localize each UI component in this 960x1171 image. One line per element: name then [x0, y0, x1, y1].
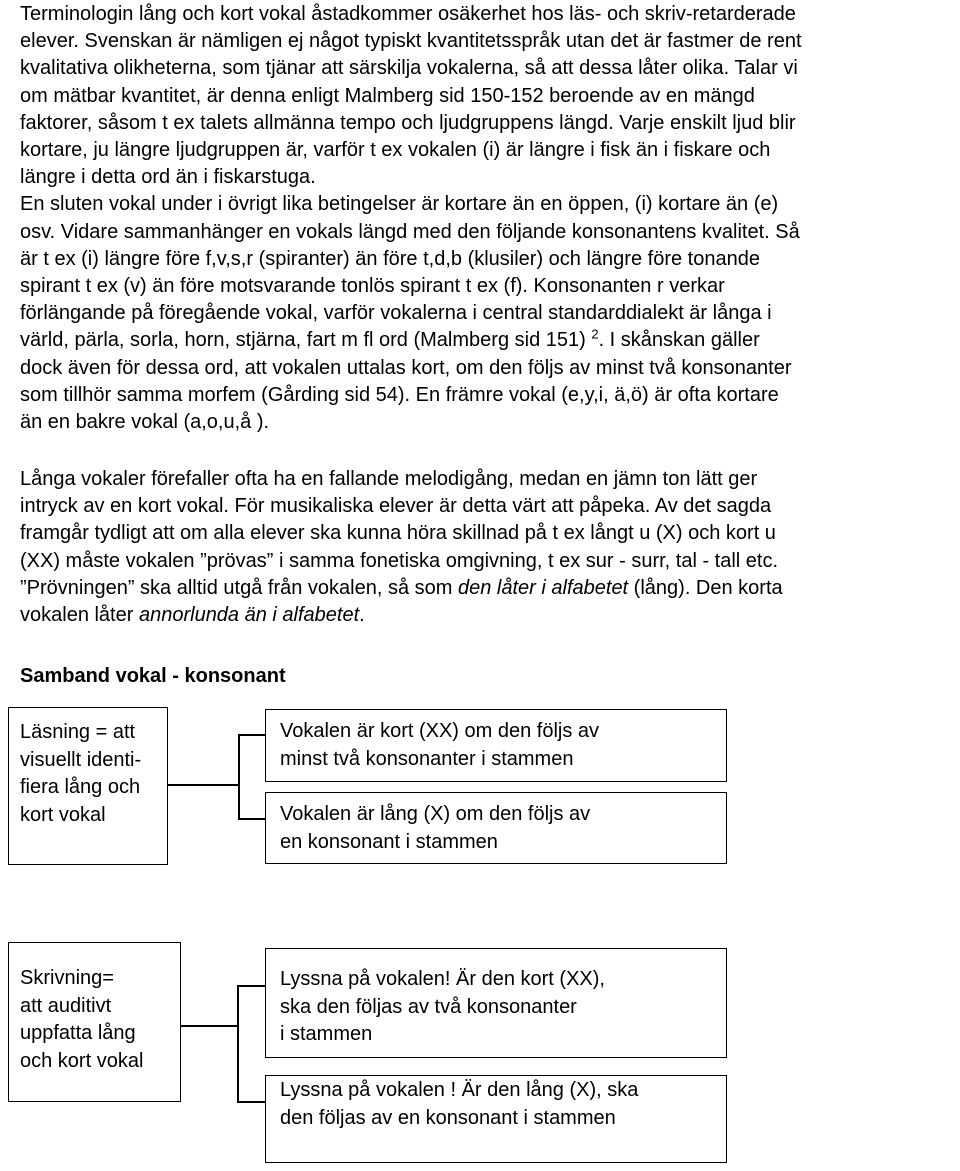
text-line: Långa vokaler förefaller ofta ha en fallande melodigång, medan en jämn ton lätt ger — [20, 468, 758, 490]
text-fragment: . I skånskan gäller — [598, 329, 760, 352]
box-text-line: Lyssna på vokalen ! Är den lång (X), ska — [280, 1079, 639, 1101]
text-fragment: värld, pärla, sorla, horn, stjärna, fart m fl ord (Malmberg sid 151) — [20, 329, 592, 352]
text-line: kvalitativa olikheterna, som tjänar att särskilja vokalerna, så att dessa låter olika. Talar vi — [20, 57, 798, 80]
text-fragment: ”Prövningen” ska alltid utgå från vokalen, så som — [20, 576, 458, 599]
box-text-line: i stammen — [280, 1023, 373, 1045]
connector-line — [238, 818, 266, 820]
text-line: spirant t ex (v) än före motsvarande tonlös spirant t ex (f). Konsonanten r verkar — [20, 275, 725, 298]
box-text-line: ska den följas av två konsonanter — [280, 995, 577, 1018]
connector-line — [237, 985, 239, 1102]
text-line — [20, 327, 950, 354]
box-text-line: Skrivning= — [20, 967, 114, 989]
box-text-line: visuellt identi- — [20, 748, 142, 771]
diagram2-right-top-box — [265, 948, 727, 1058]
box-text-line: Lyssna på vokalen! Är den kort (XX), — [280, 968, 605, 990]
text-line — [20, 602, 950, 629]
box-text-line: kort vokal — [20, 803, 106, 826]
connector-line — [237, 985, 266, 987]
paragraph-vowel-length — [20, 1, 950, 436]
box-text-line: att auditivt — [20, 994, 112, 1017]
text-fragment: (lång). Den korta — [628, 576, 783, 599]
box-text-line: den följas av en konsonant i stammen — [280, 1106, 616, 1129]
text-line: faktorer, såsom t ex talets allmänna tempo och ljudgruppens längd. Varje enskilt ljud blir — [20, 111, 796, 134]
text-line: elever. Svenskan är nämligen ej något typiskt kvantitetsspråk utan det är fastmer de rent — [20, 30, 802, 53]
text-line: som tillhör samma morfem (Gårding sid 54). En främre vokal (e,y,i, ä,ö) är ofta kortare — [20, 383, 779, 406]
diagram2-left-box — [8, 942, 181, 1102]
text-line: än en bakre vokal (a,o,u,å ). — [20, 411, 270, 434]
italic-phrase: den låter i alfabetet — [458, 576, 629, 599]
box-text-line: uppfatta lång — [20, 1022, 136, 1044]
italic-phrase: annorlunda än i alfabetet — [138, 604, 360, 627]
connector-line — [237, 1101, 266, 1103]
box-text-line: minst två konsonanter i stammen — [280, 747, 574, 770]
box-text-line: Vokalen är kort (XX) om den följs av — [280, 720, 600, 742]
diagram1-left-box — [8, 707, 168, 865]
text-line: kortare, ju längre ljudgruppen är, varför t ex vokalen (i) är längre i fisk än i fiskare och — [20, 139, 771, 162]
paragraph-melody — [20, 466, 950, 629]
text-line: dock även för dessa ord, att vokalen uttalas kort, om den följs av minst två konsonanter — [20, 356, 792, 379]
connector-line — [181, 1025, 238, 1027]
text-line: framgår tydligt att om alla elever ska kunna höra skillnad på t ex långt u (X) och kort u — [20, 522, 776, 545]
text-line: förlängande på föregående vokal, varför vokalerna i central standarddialekt är långa i — [20, 302, 772, 325]
text-line: osv. Vidare sammanhänger en vokals längd med den följande konsonantens kvalitet. Så — [20, 220, 800, 243]
text-line: (XX) måste vokalen ”prövas” i samma fonetiska omgivning, t ex sur - surr, tal - tall etc. — [20, 549, 779, 572]
text-line: En sluten vokal under i övrigt lika betingelser är kortare än en öppen, (i) kortare än (e) — [20, 193, 779, 216]
text-line: är t ex (i) längre före f,v,s,r (spiranter) än före t,d,b (klusiler) och längre före tonande — [20, 247, 760, 270]
diagram1-right-bottom-box — [265, 792, 727, 864]
diagram2-right-bottom-box — [265, 1075, 727, 1163]
text-line: intryck av en kort vokal. För musikaliska elever är detta värt att påpeka. Av det sagda — [20, 495, 772, 518]
text-line: Terminologin lång och kort vokal åstadkommer osäkerhet hos läs- och skriv-retarderade — [20, 3, 796, 25]
box-text-line: fiera lång och — [20, 776, 141, 798]
text-fragment: . — [359, 604, 365, 627]
diagram1-right-top-box — [265, 709, 727, 782]
connector-line — [238, 734, 266, 736]
box-text-line: en konsonant i stammen — [280, 830, 498, 853]
connector-line — [168, 784, 239, 786]
text-line: om mätbar kvantitet, är denna enligt Malmberg sid 150-152 beroende av en mängd — [20, 84, 755, 107]
box-text-line: Läsning = att — [20, 721, 136, 743]
box-text-line: Vokalen är lång (X) om den följs av — [280, 803, 591, 825]
text-line: längre i detta ord än i fiskarstuga. — [20, 166, 316, 189]
section-heading: Samband vokal - konsonant — [20, 665, 286, 687]
connector-line — [238, 734, 240, 819]
text-fragment: vokalen låter — [20, 604, 139, 627]
text-line — [20, 575, 950, 602]
footnote-marker: 2 — [591, 326, 599, 342]
box-text-line: och kort vokal — [20, 1049, 144, 1072]
